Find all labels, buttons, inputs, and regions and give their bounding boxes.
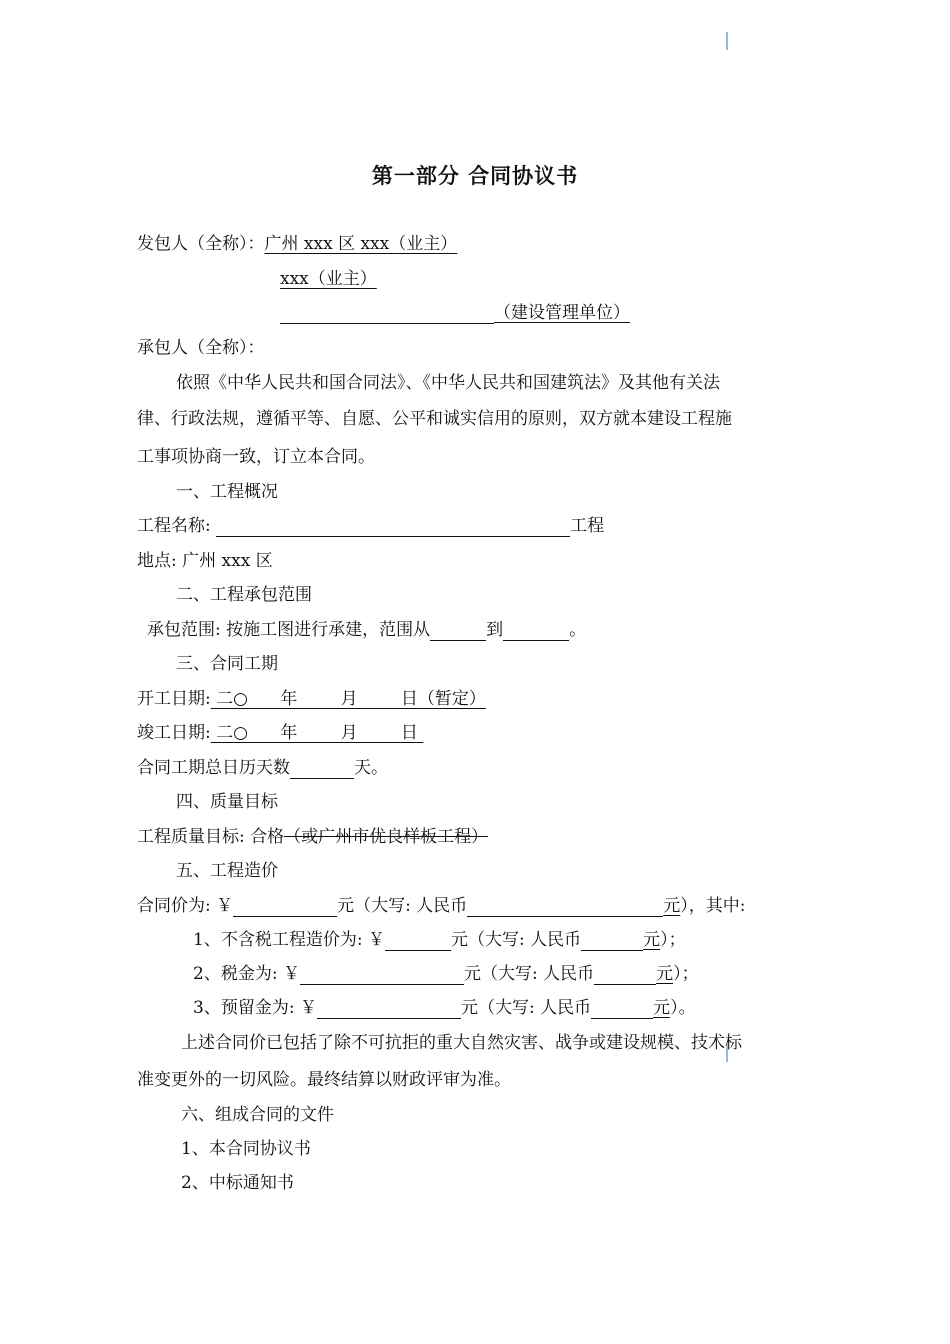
price-end: ），其中:	[680, 896, 746, 916]
item-1-yuan: 元	[643, 930, 661, 950]
start-date-value: 二○ 年 月 日（暂定）	[210, 689, 486, 709]
price-note-line-2: 准变更外的一切风险。最终结算以财政评审为准。	[137, 1070, 511, 1090]
blank-total-days	[290, 760, 354, 779]
scope-line	[147, 619, 586, 641]
project-name-suffix: 工程	[570, 516, 605, 536]
item-1-mid: 元（大写: 人民币	[450, 930, 582, 950]
project-name-line	[137, 515, 604, 537]
start-date-label: 开工日期:	[137, 689, 211, 709]
blank-management-unit	[280, 305, 494, 324]
blank-item-1-number	[385, 932, 451, 951]
section-3-heading: 三、合同工期	[176, 654, 278, 674]
contractor-line: 承包人（全称）：	[137, 338, 265, 358]
item-2-yuan: 元	[656, 964, 674, 984]
quality-label: 工程质量目标: 合格	[137, 827, 285, 847]
end-date-value: 二○ 年 月 日	[210, 723, 424, 743]
item-3-yuan: 元	[653, 998, 671, 1018]
item-1-prefix: 1、不含税工程造价为: ￥	[193, 930, 385, 950]
section-4-heading: 四、质量目标	[176, 792, 278, 812]
blank-item-3-words	[591, 1000, 653, 1019]
owner-line-3	[280, 302, 630, 324]
item-3-mid: 元（大写: 人民币	[460, 998, 592, 1018]
item-2-end: ）；	[673, 964, 699, 984]
management-unit-label: （建设管理单位）	[494, 303, 630, 323]
blank-price-words	[467, 898, 663, 917]
document-item-1: 1、本合同协议书	[181, 1139, 311, 1159]
location-line: 地点: 广州 xxx 区	[137, 551, 273, 571]
blank-item-3-number	[317, 1000, 461, 1019]
owner-label: 发包人（全称）：	[137, 234, 265, 254]
section-6-heading: 六、组成合同的文件	[181, 1105, 334, 1125]
item-3-end: ）。	[670, 998, 696, 1018]
price-yuan: 元	[663, 896, 681, 916]
price-note-line-1: 上述合同价已包括了除不可抗拒的重大自然灾害、战争或建设规模、技术标	[181, 1033, 742, 1053]
text-cursor-top	[726, 32, 728, 50]
owner-line-2	[280, 268, 377, 290]
price-item-1	[193, 929, 686, 951]
scope-end: 。	[569, 620, 587, 640]
scope-to: 到	[486, 620, 504, 640]
blank-item-2-words	[594, 966, 656, 985]
section-5-heading: 五、工程造价	[176, 861, 278, 881]
item-3-prefix: 3、预留金为: ￥	[193, 998, 317, 1018]
preamble-line-3: 工事项协商一致，订立本合同。	[137, 447, 375, 467]
blank-item-1-words	[581, 932, 643, 951]
preamble-line-1: 依照《中华人民共和国合同法》、《中华人民共和国建筑法》及其他有关法	[176, 373, 720, 393]
item-2-prefix: 2、税金为: ￥	[193, 964, 300, 984]
owner-name: 广州 xxx 区 xxx（业主）	[264, 234, 458, 254]
price-prefix: 合同价为: ￥	[137, 896, 234, 916]
start-date-line	[137, 688, 486, 710]
total-days-line	[137, 757, 388, 779]
price-item-2	[193, 963, 699, 985]
page-title: 第一部分 合同协议书	[371, 163, 579, 188]
total-days-prefix: 合同工期总日历天数	[137, 758, 290, 778]
blank-scope-to	[503, 622, 569, 641]
owner-name-2: xxx（业主）	[280, 269, 377, 289]
section-1-heading: 一、工程概况	[176, 482, 278, 502]
owner-line	[137, 233, 457, 255]
item-1-end: ）；	[660, 930, 686, 950]
blank-price-number	[233, 898, 337, 917]
end-date-label: 竣工日期:	[137, 723, 211, 743]
price-item-3	[193, 997, 696, 1019]
blank-project-name	[216, 518, 570, 537]
scope-prefix: 承包范围: 按施工图进行承建，范围从	[147, 620, 431, 640]
end-date-line	[137, 722, 423, 744]
blank-item-2-number	[300, 966, 464, 985]
project-name-label: 工程名称:	[137, 516, 211, 536]
preamble-line-2: 律、行政法规，遵循平等、自愿、公平和诚实信用的原则，双方就本建设工程施	[137, 409, 732, 429]
price-mid: 元（大写: 人民币	[337, 896, 468, 916]
total-days-suffix: 天。	[354, 758, 388, 778]
blank-scope-from	[430, 622, 486, 641]
section-2-heading: 二、工程承包范围	[176, 585, 312, 605]
document-item-2: 2、中标通知书	[181, 1173, 294, 1193]
quality-line	[137, 826, 488, 848]
contract-price-line	[137, 895, 746, 917]
item-2-mid: 元（大写: 人民币	[463, 964, 595, 984]
quality-struck-text: （或广州市优良样板工程）	[284, 827, 489, 847]
